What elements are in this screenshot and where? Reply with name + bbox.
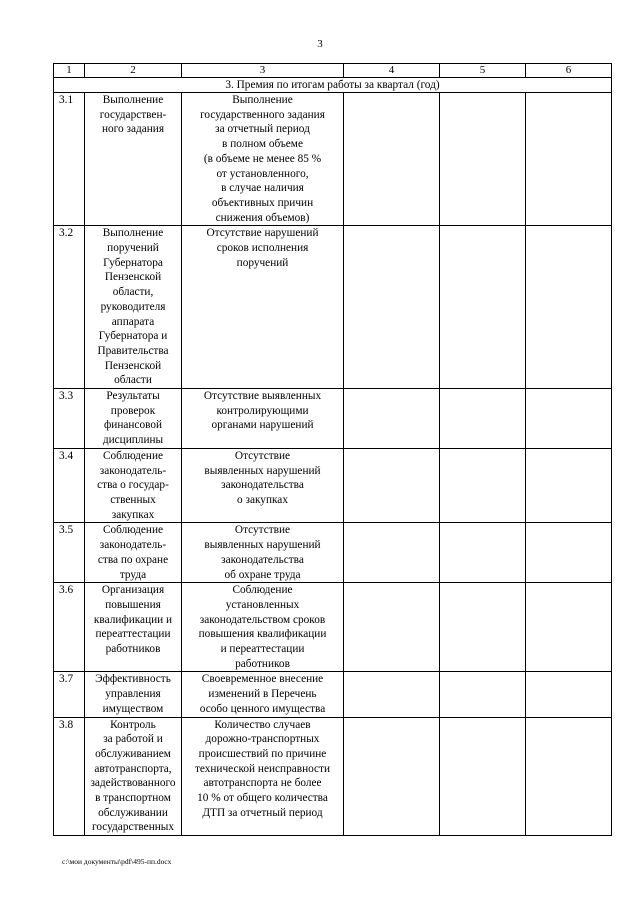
table-row: [54, 523, 612, 583]
column-6-cell: [526, 93, 612, 226]
column-6-cell: [526, 672, 612, 717]
row-number: 3.4: [54, 448, 85, 523]
criterion-text: Отсутствие выявленных нарушений законодательства об охране труда: [182, 523, 344, 583]
criteria-table: [53, 63, 612, 836]
column-5-cell: [440, 523, 526, 583]
column-6-cell: [526, 717, 612, 836]
header-cell: 4: [344, 64, 440, 78]
criterion-text: Отсутствие нарушений сроков исполнения поручений: [182, 226, 344, 389]
column-5-cell: [440, 583, 526, 672]
table-row: [54, 583, 612, 672]
indicator-name: Контроль за работой и обслуживанием автотранспорта, задействованного в транспортном обслуживании государственных: [85, 717, 182, 836]
table-row: [54, 389, 612, 449]
table-row: [54, 93, 612, 226]
row-number: 3.6: [54, 583, 85, 672]
column-4-cell: [344, 226, 440, 389]
column-4-cell: [344, 523, 440, 583]
column-5-cell: [440, 672, 526, 717]
column-5-cell: [440, 448, 526, 523]
header-cell: 6: [526, 64, 612, 78]
criterion-text: Своевременное внесение изменений в Перечень особо ценного имущества: [182, 672, 344, 717]
table-row: [54, 672, 612, 717]
indicator-name: Организация повышения квалификации и переаттестации работников: [85, 583, 182, 672]
indicator-name: Выполнение поручений Губернатора Пензенской области, руководителя аппарата Губернатора и Правительства Пензенской области: [85, 226, 182, 389]
header-row: [54, 64, 612, 78]
criterion-text: Соблюдение установленных законодательством сроков повышения квалификации и переаттестации работников: [182, 583, 344, 672]
file-path-footer: c:\мои документы\pdf\495-пп.docx: [62, 857, 172, 866]
column-4-cell: [344, 93, 440, 226]
section-row: [54, 78, 612, 93]
criterion-text: Выполнение государственного задания за отчетный период в полном объеме (в объеме не менее 85 % от установленного, в случае наличия объективных причин снижения объемов): [182, 93, 344, 226]
column-6-cell: [526, 523, 612, 583]
column-4-cell: [344, 717, 440, 836]
indicator-name: Выполнение государствен- ного задания: [85, 93, 182, 226]
page-number: 3: [317, 38, 323, 50]
header-cell: 5: [440, 64, 526, 78]
column-4-cell: [344, 672, 440, 717]
table-row: [54, 226, 612, 389]
column-4-cell: [344, 448, 440, 523]
criterion-text: Количество случаев дорожно-транспортных происшествий по причине технической неисправности автотранспорта не более 10 % от общего количества ДТП за отчетный период: [182, 717, 344, 836]
header-cell: 3: [182, 64, 344, 78]
column-5-cell: [440, 389, 526, 449]
criterion-text: Отсутствие выявленных нарушений законодательства о закупках: [182, 448, 344, 523]
column-5-cell: [440, 717, 526, 836]
table-row: [54, 448, 612, 523]
column-6-cell: [526, 583, 612, 672]
column-6-cell: [526, 389, 612, 449]
row-number: 3.3: [54, 389, 85, 449]
row-number: 3.2: [54, 226, 85, 389]
indicator-name: Соблюдение законодатель- ства по охране труда: [85, 523, 182, 583]
column-4-cell: [344, 389, 440, 449]
criterion-text: Отсутствие выявленных контролирующими органами нарушений: [182, 389, 344, 449]
header-cell: 1: [54, 64, 85, 78]
header-cell: 2: [85, 64, 182, 78]
row-number: 3.7: [54, 672, 85, 717]
column-6-cell: [526, 226, 612, 389]
column-5-cell: [440, 226, 526, 389]
column-6-cell: [526, 448, 612, 523]
indicator-name: Эффективность управления имуществом: [85, 672, 182, 717]
section-title: 3. Премия по итогам работы за квартал (год): [54, 78, 612, 93]
indicator-name: Соблюдение законодатель- ства о государ- ственных закупках: [85, 448, 182, 523]
row-number: 3.1: [54, 93, 85, 226]
column-4-cell: [344, 583, 440, 672]
table-row: [54, 717, 612, 836]
column-5-cell: [440, 93, 526, 226]
indicator-name: Результаты проверок финансовой дисциплины: [85, 389, 182, 449]
row-number: 3.8: [54, 717, 85, 836]
row-number: 3.5: [54, 523, 85, 583]
